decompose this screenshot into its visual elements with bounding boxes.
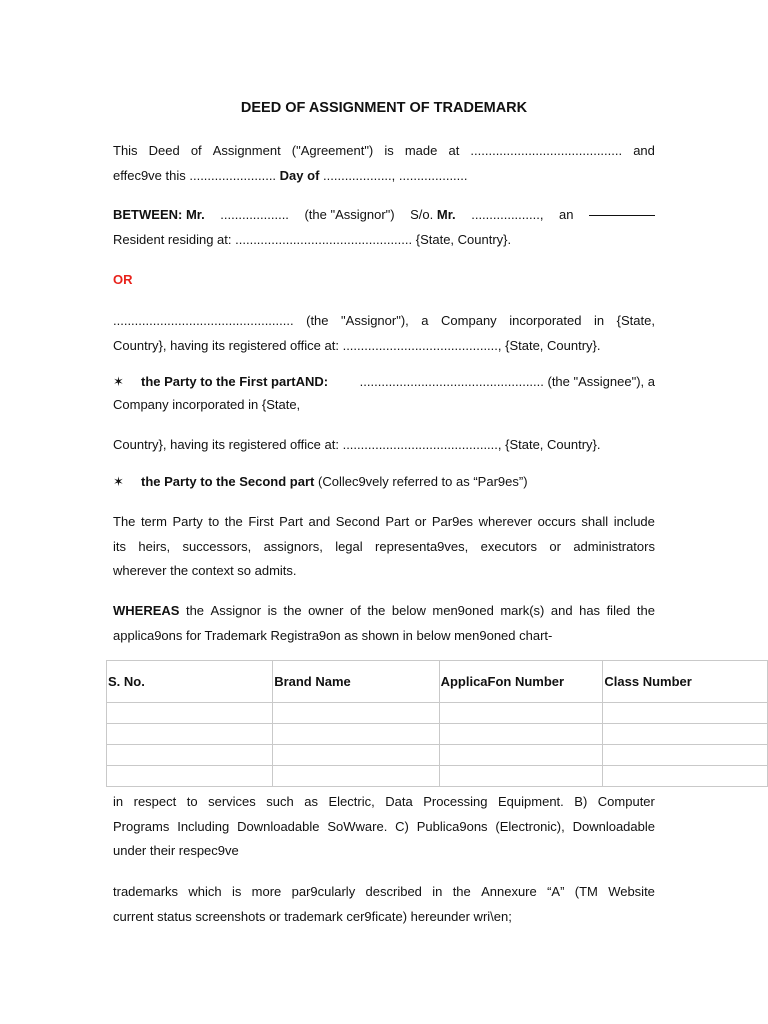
- word: Deed: [148, 143, 180, 158]
- collectively-text: (Collec9vely referred to as “Par9es”): [318, 474, 528, 489]
- table-cell: [273, 703, 439, 724]
- trademarks-line-2: current status screenshots or trademark cer9ficate) hereunder wri\en;: [113, 908, 512, 924]
- word: such: [266, 794, 294, 809]
- table-row: [107, 766, 768, 787]
- word: of: [190, 143, 202, 158]
- word: (TM: [574, 884, 598, 899]
- word: and: [633, 143, 655, 158]
- table-cell: [603, 703, 768, 724]
- table-cell: [107, 745, 273, 766]
- between-line-1: [113, 203, 655, 228]
- word: in: [432, 884, 443, 899]
- address-blanks: ..........................................., {State, Country}.: [342, 337, 601, 353]
- word: described: [365, 884, 422, 899]
- word: in: [594, 313, 605, 328]
- first-party-label: the Party to the First partAND:: [141, 374, 329, 389]
- term-line-1: [113, 510, 655, 535]
- assignee-text: ................................................... (the "Assignee"), a: [359, 374, 655, 389]
- respect-line-2: [113, 815, 655, 840]
- trademark-table: [106, 660, 768, 787]
- whereas-line-1: [113, 599, 655, 624]
- intro-paragraph: [113, 139, 655, 188]
- word: or: [549, 538, 561, 554]
- mr-label: Mr.: [436, 207, 456, 222]
- word: Downloadable: [572, 818, 655, 834]
- word: wherever: [478, 514, 533, 529]
- word: as: [304, 794, 318, 809]
- table-cell: [439, 703, 603, 724]
- respect-line-1: [113, 790, 655, 815]
- word: heirs,: [138, 538, 171, 554]
- second-party-line: [141, 470, 528, 495]
- word: to: [208, 514, 220, 529]
- first-party-line-2: Company incorporated in {State,: [113, 397, 301, 412]
- blank-dots: ..........................................: [470, 143, 623, 158]
- word: B): [574, 794, 588, 809]
- first-party-line-1: [141, 370, 655, 395]
- word: services: [208, 794, 256, 809]
- word: the: [452, 884, 471, 899]
- term-line-3: wherever the context so admits.: [113, 563, 297, 578]
- registered-office-label: Country}, having its registered office at:: [113, 437, 339, 452]
- word: C): [395, 818, 409, 834]
- word: Data: [385, 794, 413, 809]
- term-paragraph: [113, 510, 655, 584]
- first-party-paragraph: [141, 370, 655, 395]
- intro-line-1: [113, 139, 655, 164]
- word: the: [367, 603, 386, 618]
- table-cell: [603, 724, 768, 745]
- word: Downloadable: [237, 818, 320, 834]
- registered-office-label: Country}, having its registered office at:: [113, 337, 339, 353]
- whereas-label: WHEREAS: [113, 603, 180, 618]
- table-cell: [107, 724, 273, 745]
- word: the: [185, 603, 205, 618]
- word: at: [448, 143, 460, 158]
- word: ("Agreement"): [291, 143, 374, 158]
- word: First: [248, 514, 274, 529]
- word: Programs: [113, 818, 170, 834]
- underline-blank: [589, 203, 655, 216]
- word: the: [283, 603, 302, 618]
- header-class-number: Class Number: [603, 661, 768, 703]
- table-cell: [273, 745, 439, 766]
- word: more: [251, 884, 282, 899]
- date-blanks: ..................., ...................: [323, 167, 468, 183]
- address-blanks: ................................................. {State, Country}.: [235, 231, 512, 247]
- word: Computer: [597, 794, 655, 809]
- word: and: [550, 603, 573, 618]
- blank-dots: ...................: [220, 207, 289, 222]
- word: trademarks: [113, 884, 179, 899]
- word: Par9es: [431, 514, 474, 529]
- trademarks-line-1: [113, 880, 655, 905]
- assignor-text: (the "Assignor"): [304, 207, 395, 222]
- word: include: [613, 514, 655, 529]
- word: Electric,: [328, 794, 375, 809]
- word: Party: [172, 514, 203, 529]
- word: Assignment: [212, 143, 281, 158]
- company-paragraph: [113, 309, 655, 358]
- word: Assignor: [210, 603, 262, 618]
- word: below: [391, 603, 426, 618]
- day-of-label: Day of: [279, 167, 320, 183]
- between-label: BETWEEN:: [113, 207, 183, 222]
- word: filed: [606, 603, 631, 618]
- word: respect: [133, 794, 177, 809]
- word: a: [421, 313, 429, 328]
- trademarks-paragraph: [113, 880, 655, 929]
- company-line-2: [113, 334, 655, 359]
- table-row: [107, 724, 768, 745]
- word: Including: [177, 818, 230, 834]
- word: representa9ves,: [375, 538, 469, 554]
- between-line-2: [113, 228, 655, 253]
- word: or: [414, 514, 427, 529]
- mr-label: Mr.: [185, 207, 205, 222]
- table-cell: [439, 766, 603, 787]
- word: (the: [306, 313, 329, 328]
- respect-paragraph: [113, 790, 655, 864]
- term-line-2: [113, 535, 655, 560]
- header-application-number: ApplicaFon Number: [439, 661, 603, 703]
- bullet-icon: ✶: [113, 474, 124, 489]
- bullet-icon: ✶: [113, 374, 124, 389]
- word: Company: [441, 313, 497, 328]
- table-cell: [603, 745, 768, 766]
- word: the: [224, 514, 243, 529]
- word: administrators: [573, 538, 655, 554]
- word: "Assignor"),: [341, 313, 409, 328]
- word: The: [113, 514, 136, 529]
- whereas-paragraph: [113, 599, 655, 648]
- word: incorporated: [509, 313, 582, 328]
- word: Equipment.: [498, 794, 564, 809]
- word: term: [140, 514, 167, 529]
- word: Publica9ons: [416, 818, 488, 834]
- word: is: [267, 603, 277, 618]
- table-cell: [439, 724, 603, 745]
- word: shall: [581, 514, 609, 529]
- respect-line-3: under their respec9ve: [113, 843, 239, 858]
- word: and: [308, 514, 331, 529]
- word: is: [384, 143, 394, 158]
- word: (Electronic),: [495, 818, 565, 834]
- word: executors: [480, 538, 538, 554]
- or-separator: OR: [113, 272, 133, 287]
- word: made: [404, 143, 438, 158]
- whereas-line-2: applica9ons for Trademark Registra9on as shown in below men9oned chart-: [113, 627, 553, 643]
- word: Part: [279, 514, 303, 529]
- so-label: S/o.: [410, 207, 434, 222]
- table-cell: [107, 703, 273, 724]
- table-cell: [273, 766, 439, 787]
- word: has: [579, 603, 601, 618]
- document-title: DEED OF ASSIGNMENT OF TRADEMARK: [240, 100, 528, 116]
- header-s-no: S. No.: [107, 661, 273, 703]
- table-cell: [439, 745, 603, 766]
- word: occurs: [537, 514, 576, 529]
- word: {State,: [616, 313, 655, 328]
- table-header-row: [107, 661, 768, 703]
- word: Website: [608, 884, 655, 899]
- word: assignors,: [263, 538, 323, 554]
- word: the: [636, 603, 655, 618]
- blank-dots: ..................................................: [113, 313, 294, 328]
- table-cell: [603, 766, 768, 787]
- table-cell: [107, 766, 273, 787]
- second-party-label: the Party to the Second part: [141, 474, 315, 489]
- word: which: [188, 884, 222, 899]
- header-brand-name: Brand Name: [273, 661, 439, 703]
- word: Annexure: [481, 884, 537, 899]
- resident-label: Resident residing at:: [113, 231, 232, 247]
- word: “A”: [547, 884, 565, 899]
- table-row: [107, 703, 768, 724]
- word: in: [113, 794, 124, 809]
- word: owner: [308, 603, 344, 618]
- word: Second: [335, 514, 380, 529]
- intro-line-2: [113, 164, 655, 189]
- table-cell: [273, 724, 439, 745]
- blank-dots: ...................,: [471, 207, 544, 222]
- word: of: [350, 603, 361, 618]
- table-row: [107, 745, 768, 766]
- between-paragraph: [113, 203, 655, 252]
- word: an: [559, 207, 574, 222]
- word: This: [113, 143, 138, 158]
- word: Part: [385, 514, 410, 529]
- word: to: [186, 794, 198, 809]
- country-line: [113, 433, 655, 458]
- word: SoWware.: [327, 818, 388, 834]
- word: successors,: [182, 538, 252, 554]
- word: par9cularly: [291, 884, 356, 899]
- word: its: [113, 538, 126, 554]
- word: men9oned: [432, 603, 494, 618]
- word: Processing: [423, 794, 488, 809]
- company-line-1: [113, 309, 655, 334]
- address-blanks: ..........................................., {State, Country}.: [342, 437, 601, 452]
- effective-text: effec9ve this ........................: [113, 167, 277, 183]
- word: legal: [335, 538, 363, 554]
- word: is: [231, 884, 242, 899]
- word: mark(s): [500, 603, 545, 618]
